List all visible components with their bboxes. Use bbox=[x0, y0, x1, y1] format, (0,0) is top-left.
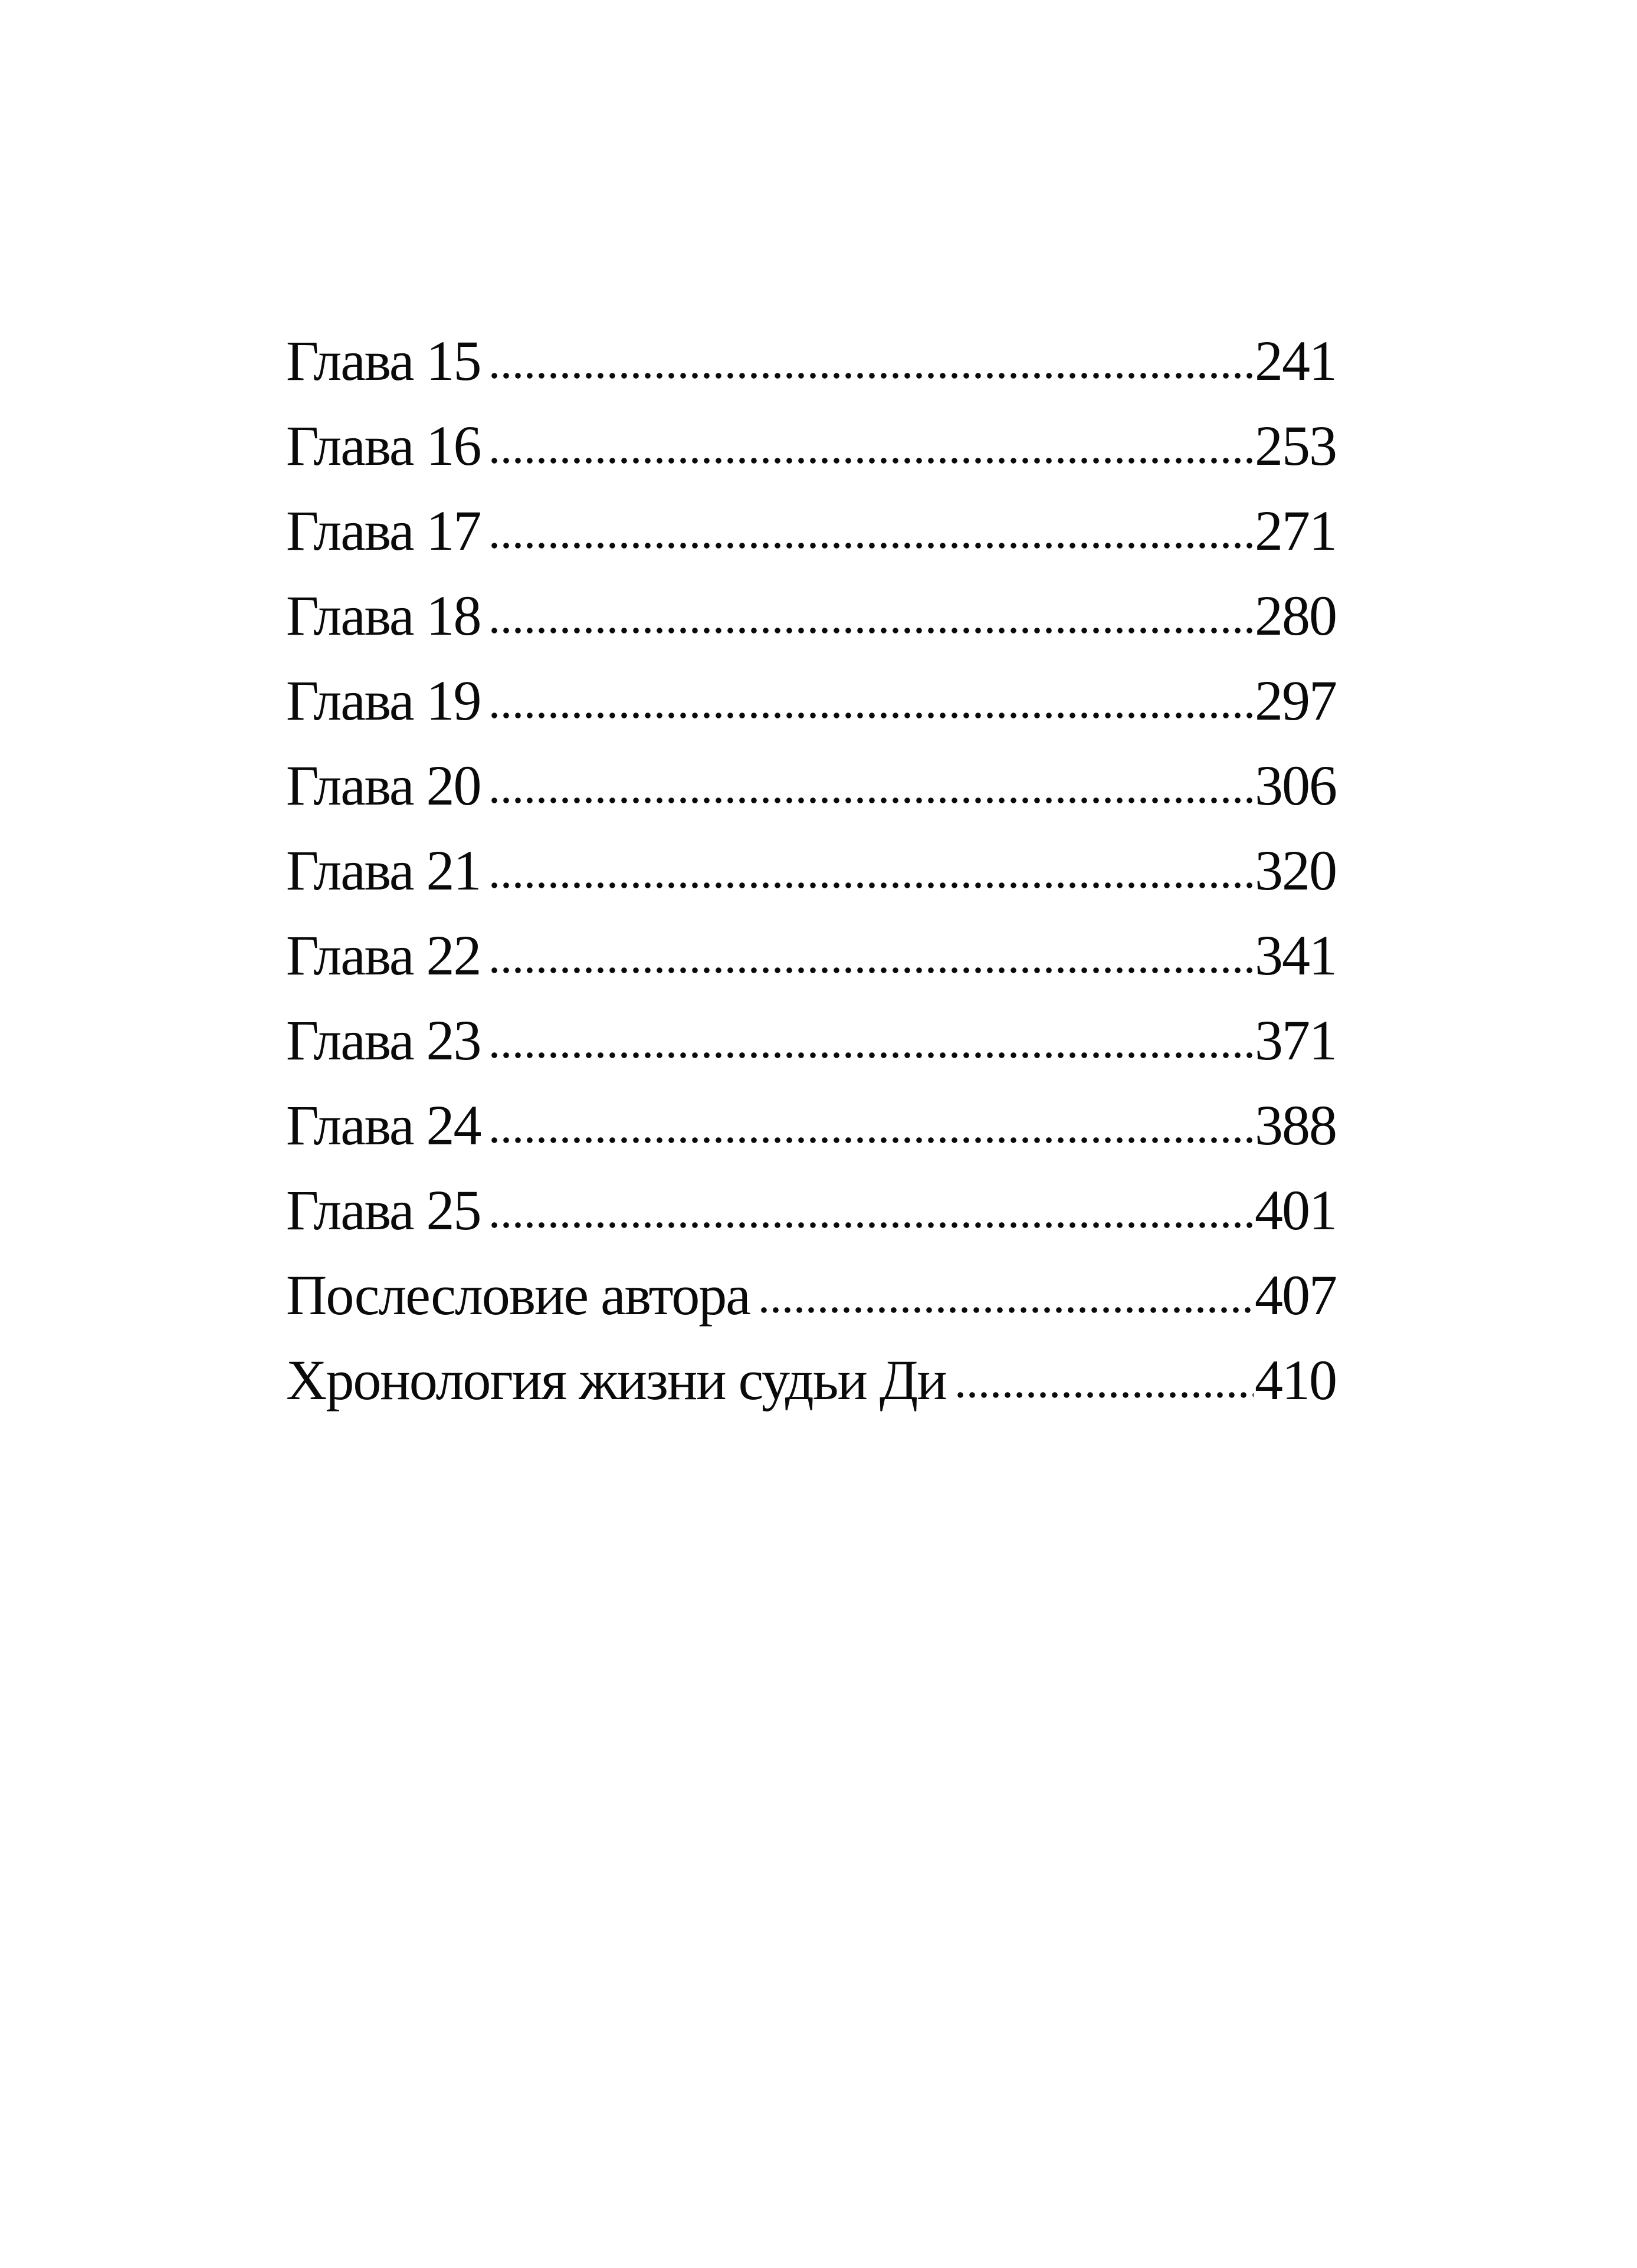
table-of-contents bbox=[286, 319, 1336, 1423]
toc-entry-title: Глава 23 bbox=[286, 1009, 481, 1072]
dot-leader bbox=[954, 1392, 1254, 1398]
toc-entry[interactable] bbox=[286, 998, 1336, 1083]
toc-entry[interactable] bbox=[286, 1083, 1336, 1168]
toc-entry-page: 410 bbox=[1255, 1348, 1336, 1412]
dot-leader bbox=[488, 628, 1254, 634]
toc-entry-title: Глава 21 bbox=[286, 839, 481, 902]
toc-entry-page: 241 bbox=[1255, 329, 1336, 392]
toc-entry-afterword[interactable] bbox=[286, 1253, 1336, 1338]
dot-leader bbox=[488, 543, 1254, 549]
toc-entry[interactable] bbox=[286, 1168, 1336, 1253]
toc-entry-title: Глава 24 bbox=[286, 1094, 481, 1157]
toc-entry-title: Глава 16 bbox=[286, 414, 481, 477]
dot-leader bbox=[488, 458, 1254, 464]
toc-entry[interactable] bbox=[286, 319, 1336, 403]
toc-entry-title: Глава 20 bbox=[286, 754, 481, 817]
toc-entry-page: 407 bbox=[1255, 1263, 1336, 1327]
toc-entry-title: Глава 17 bbox=[286, 499, 481, 562]
toc-entry-chronology[interactable] bbox=[286, 1338, 1336, 1423]
toc-entry[interactable] bbox=[286, 658, 1336, 743]
dot-leader bbox=[488, 373, 1254, 379]
toc-entry-page: 271 bbox=[1255, 499, 1336, 562]
toc-entry-page: 320 bbox=[1255, 839, 1336, 902]
dot-leader bbox=[488, 1137, 1254, 1143]
toc-entry-page: 280 bbox=[1255, 584, 1336, 647]
toc-entry[interactable] bbox=[286, 828, 1336, 913]
toc-entry-page: 306 bbox=[1255, 754, 1336, 817]
dot-leader bbox=[488, 713, 1254, 718]
toc-entry-title: Хронология жизни судьи Ди bbox=[286, 1348, 946, 1412]
dot-leader bbox=[488, 797, 1254, 803]
dot-leader bbox=[488, 1052, 1254, 1058]
toc-entry[interactable] bbox=[286, 743, 1336, 828]
toc-entry-title: Глава 18 bbox=[286, 584, 481, 647]
toc-entry-page: 388 bbox=[1255, 1094, 1336, 1157]
toc-entry-title: Глава 25 bbox=[286, 1179, 481, 1242]
toc-entry-page: 341 bbox=[1255, 924, 1336, 987]
toc-entry-title: Глава 22 bbox=[286, 924, 481, 987]
toc-entry-title: Глава 15 bbox=[286, 329, 481, 392]
toc-entry[interactable] bbox=[286, 573, 1336, 658]
dot-leader bbox=[488, 1222, 1254, 1228]
toc-entry-title: Глава 19 bbox=[286, 669, 481, 732]
toc-entry[interactable] bbox=[286, 913, 1336, 998]
toc-entry-page: 297 bbox=[1255, 669, 1336, 732]
dot-leader bbox=[758, 1307, 1254, 1313]
toc-entry-page: 253 bbox=[1255, 414, 1336, 477]
toc-entry-page: 371 bbox=[1255, 1009, 1336, 1072]
toc-entry-title: Послесловие автора bbox=[286, 1263, 750, 1327]
toc-entry[interactable] bbox=[286, 403, 1336, 488]
dot-leader bbox=[488, 967, 1254, 973]
toc-entry-page: 401 bbox=[1255, 1179, 1336, 1242]
dot-leader bbox=[488, 882, 1254, 888]
toc-entry[interactable] bbox=[286, 488, 1336, 573]
